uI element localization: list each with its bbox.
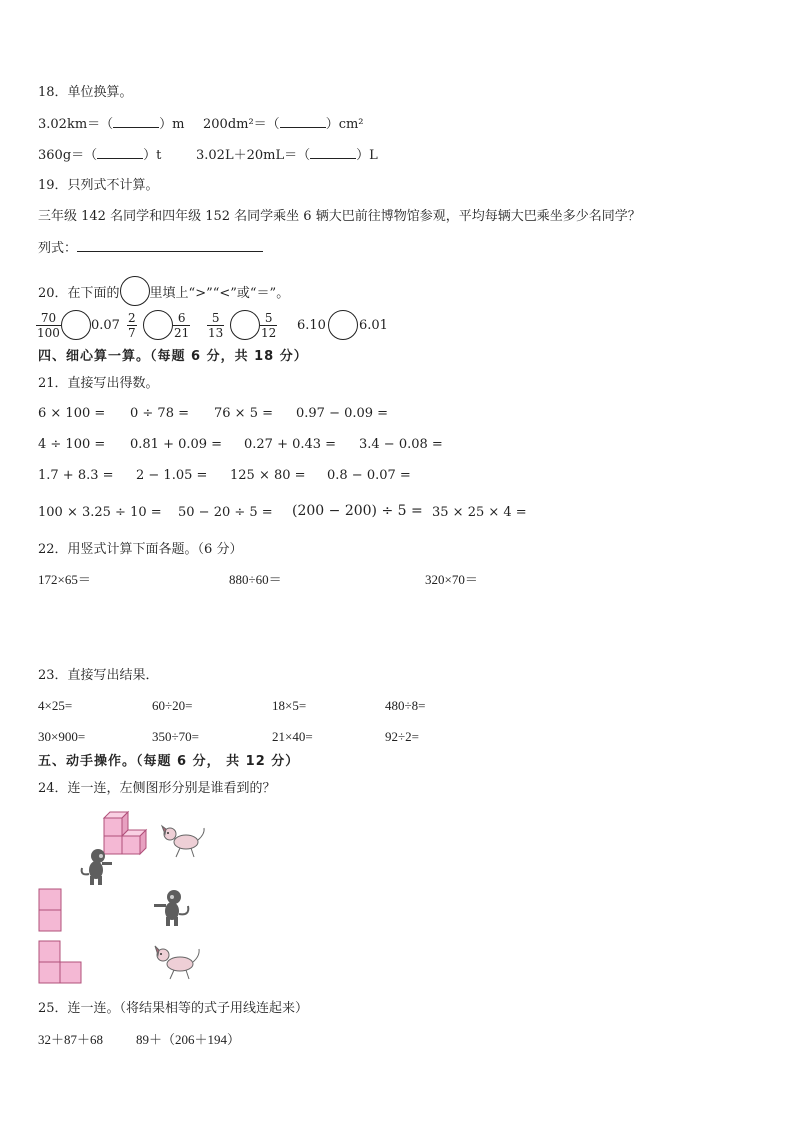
fraction-denominator: 21 <box>174 326 190 340</box>
q23-item: 21×40= <box>272 729 313 744</box>
fraction <box>173 311 190 340</box>
q21-item: 2 − 1.05 = <box>136 468 208 483</box>
q18-r1b: 200dm²＝（ <box>203 117 280 132</box>
q23-item: 350÷70= <box>152 729 199 744</box>
compare-circle[interactable] <box>230 310 260 340</box>
q18-row1 <box>38 115 184 134</box>
q23-item: 480÷8= <box>385 698 426 713</box>
q19-formula <box>38 239 263 258</box>
section-heading: 四、细心算一算。（每题 6 分，共 18 分） <box>38 349 308 364</box>
q21-item: 0.97 − 0.09 = <box>296 406 389 421</box>
fraction-denominator: 13 <box>208 326 224 340</box>
section-heading: 五、动手操作。（每题 6 分， 共 12 分） <box>38 754 300 769</box>
compare-right: 6.01 <box>359 318 388 333</box>
monkey-icon <box>78 848 114 886</box>
q18-r1a: 3.02km＝（ <box>38 117 114 132</box>
answer-blank[interactable] <box>113 115 159 128</box>
q21-item: 1.7 + 8.3 = <box>38 468 114 483</box>
formula-label: 列式： <box>38 241 78 256</box>
q21-item: 3.4 − 0.08 = <box>359 437 443 452</box>
compare-right: 0.07 <box>91 318 120 333</box>
q23-item: 60÷20= <box>152 698 193 713</box>
fraction-numerator: 6 <box>173 311 190 326</box>
q18-r2a: 360g＝（ <box>38 148 98 163</box>
fraction <box>127 311 137 340</box>
q19-text: 三年级 142 名同学和四年级 152 名同学乘坐 6 辆大巴前往博物馆参观，平均每辆大巴乘坐多少名同学？ <box>38 209 641 224</box>
fraction-numerator: 70 <box>36 311 61 326</box>
q23-item: 92÷2= <box>385 729 419 744</box>
q21-item: 125 × 80 = <box>230 468 306 483</box>
q18-r2a-end: ）t <box>143 148 162 163</box>
fraction <box>36 311 61 340</box>
q22-item: 880÷60＝ <box>229 572 282 587</box>
q21-item: 0 ÷ 78 = <box>130 406 189 421</box>
q25-right: 89＋（206＋194） <box>136 1032 241 1047</box>
q20-title-b: 里填上“>”“<”或“＝”。 <box>149 286 290 301</box>
q21-item: 35 × 25 × 4 = <box>432 505 527 520</box>
monkey-icon <box>150 888 194 928</box>
q21-item: (200 − 200) ÷ 5 = <box>292 503 423 519</box>
answer-blank[interactable] <box>97 146 143 159</box>
q21-item: 0.27 + 0.43 = <box>244 437 337 452</box>
fraction-denominator: 12 <box>261 326 277 340</box>
q24-title: 24．连一连，左侧图形分别是谁看到的？ <box>38 781 276 796</box>
q20-title <box>38 276 289 306</box>
q20-title-a: 20．在下面的 <box>38 286 120 301</box>
q21-title: 21．直接写出得数。 <box>38 376 159 391</box>
fraction-denominator: 7 <box>128 326 136 340</box>
q22-title: 22．用竖式计算下面各题。（6 分） <box>38 542 243 557</box>
fraction-numerator: 2 <box>128 311 136 325</box>
q19-title: 19．只列式不计算。 <box>38 178 159 193</box>
dog-icon <box>150 944 202 982</box>
q18-row1b <box>203 115 364 134</box>
compare-left: 6.10 <box>297 318 326 333</box>
q25-left: 32＋87＋68 <box>38 1032 104 1047</box>
compare-circle[interactable] <box>143 310 173 340</box>
view-shape-b <box>38 940 84 986</box>
fraction-denominator: 100 <box>37 326 60 340</box>
formula-blank[interactable] <box>77 239 263 252</box>
q21-item: 0.8 − 0.07 = <box>327 468 411 483</box>
q18-title: 18．单位换算。 <box>38 85 133 100</box>
fraction-numerator: 5 <box>260 311 277 326</box>
q21-item: 100 × 3.25 ÷ 10 = <box>38 505 162 520</box>
dog-icon <box>158 824 208 860</box>
q22-item: 320×70＝ <box>425 572 478 587</box>
answer-blank[interactable] <box>280 115 326 128</box>
q21-item: 50 − 20 ÷ 5 = <box>178 505 273 520</box>
q21-item: 4 ÷ 100 = <box>38 437 106 452</box>
view-shape-a <box>38 888 64 934</box>
q23-item: 18×5= <box>272 698 307 713</box>
q23-item: 30×900= <box>38 729 86 744</box>
q23-title: 23．直接写出结果． <box>38 668 159 683</box>
q18-r2b-end: ）L <box>356 148 378 163</box>
q18-row2b <box>196 146 378 165</box>
answer-blank[interactable] <box>310 146 356 159</box>
q18-r1b-end: ）cm² <box>325 117 364 132</box>
fraction-numerator: 5 <box>207 311 224 326</box>
q18-r1a-end: ）m <box>159 117 185 132</box>
fraction <box>260 311 277 340</box>
q22-item: 172×65＝ <box>38 572 91 587</box>
q21-item: 6 × 100 = <box>38 406 106 421</box>
q23-item: 4×25= <box>38 698 73 713</box>
q21-item: 0.81 + 0.09 = <box>130 437 223 452</box>
circle-icon <box>120 276 150 306</box>
q25-title: 25．连一连。（将结果相等的式子用线连起来） <box>38 1001 309 1016</box>
q21-item: 76 × 5 = <box>214 406 273 421</box>
compare-circle[interactable] <box>328 310 358 340</box>
compare-circle[interactable] <box>61 310 91 340</box>
fraction <box>207 311 224 340</box>
q18-r2b: 3.02L＋20mL＝（ <box>196 148 311 163</box>
q18-row2 <box>38 146 161 165</box>
